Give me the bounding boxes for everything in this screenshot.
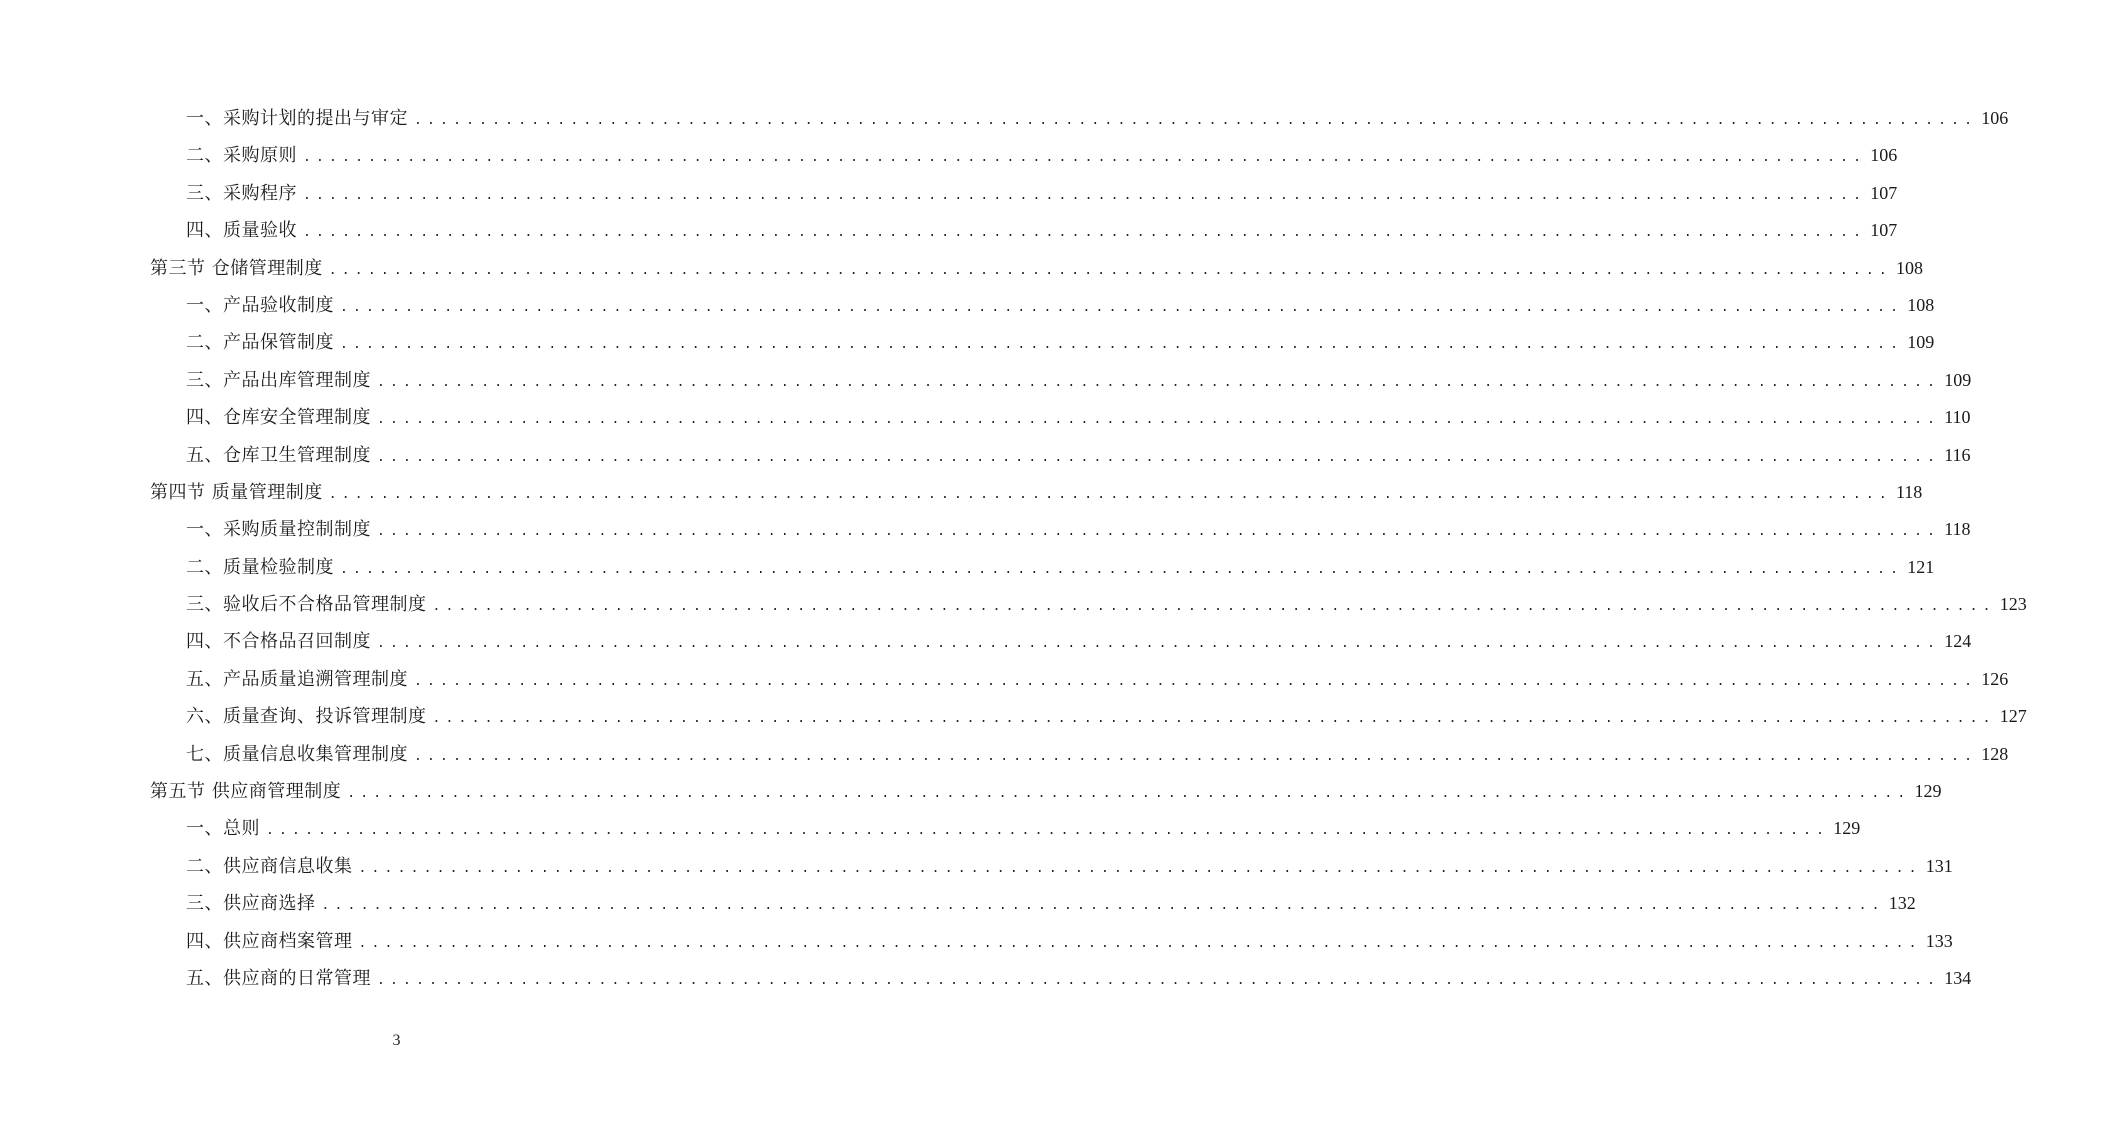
toc-subsection-entry[interactable]	[0, 960, 1972, 997]
dot-leader: ........................................................................................................................	[377, 449, 1941, 465]
toc-page-number: 109	[1944, 369, 1972, 390]
toc-subsection-entry[interactable]	[0, 362, 1972, 399]
dot-leader: ........................................................................................................................	[303, 225, 1867, 241]
toc-subsection-entry[interactable]	[0, 623, 1972, 660]
toc-subsection-entry[interactable]	[0, 100, 2009, 137]
dot-leader: ........................................................................................................................	[340, 337, 1904, 353]
toc-page-number: 108	[1907, 294, 1935, 315]
toc-page-number: 116	[1944, 444, 1971, 465]
toc-subsection-entry[interactable]	[0, 212, 1898, 249]
dot-leader: ........................................................................................................................	[414, 673, 1978, 689]
dot-leader: ........................................................................................................................	[303, 150, 1867, 166]
toc-page-number: 118	[1895, 481, 1923, 502]
toc-subsection-entry[interactable]	[0, 923, 1953, 960]
dot-leader: ........................................................................................................................	[340, 561, 1904, 577]
table-of-contents	[0, 100, 2027, 997]
toc-entry-title: 第三节 仓储管理制度	[150, 257, 323, 279]
toc-entry-title: 三、产品出库管理制度	[186, 369, 371, 391]
toc-page-number: 128	[1981, 743, 2009, 764]
dot-leader: ........................................................................................................................	[414, 748, 1978, 764]
dot-leader: ........................................................................................................................	[328, 486, 1892, 502]
toc-subsection-entry[interactable]	[0, 511, 1971, 548]
toc-page-number: 109	[1907, 332, 1935, 353]
toc-entry-title: 二、质量检验制度	[186, 556, 334, 578]
toc-entry-title: 六、质量查询、投诉管理制度	[186, 706, 427, 728]
dot-leader: ........................................................................................................................	[347, 786, 1911, 802]
dot-leader: ........................................................................................................................	[358, 935, 1922, 951]
toc-subsection-entry[interactable]	[0, 137, 1898, 174]
dot-leader: ........................................................................................................................	[377, 972, 1941, 988]
toc-page-number: 127	[1999, 706, 2027, 727]
toc-subsection-entry[interactable]	[0, 698, 2027, 735]
toc-entry-title: 四、仓库安全管理制度	[186, 407, 371, 429]
toc-page-number: 107	[1870, 220, 1898, 241]
toc-section-entry[interactable]	[0, 250, 1923, 287]
toc-subsection-entry[interactable]	[0, 287, 1935, 324]
toc-entry-title: 二、产品保管制度	[186, 332, 334, 354]
toc-page-number: 121	[1907, 556, 1935, 577]
toc-entry-title: 五、仓库卫生管理制度	[186, 444, 371, 466]
toc-entry-title: 一、采购计划的提出与审定	[186, 108, 408, 129]
toc-entry-title: 五、产品质量追溯管理制度	[186, 668, 408, 690]
toc-page-number: 108	[1895, 257, 1923, 278]
toc-entry-title: 一、采购质量控制制度	[186, 519, 371, 541]
toc-page-number: 124	[1944, 631, 1972, 652]
dot-leader: ........................................................................................................................	[432, 599, 1996, 615]
toc-entry-title: 三、验收后不合格品管理制度	[186, 594, 427, 616]
toc-entry-title: 四、供应商档案管理	[186, 930, 353, 952]
toc-entry-title: 五、供应商的日常管理	[186, 967, 371, 989]
dot-leader: ........................................................................................................................	[377, 374, 1941, 390]
dot-leader: ........................................................................................................................	[328, 262, 1892, 278]
toc-page-number: 129	[1914, 781, 1942, 802]
toc-page-number: 134	[1944, 967, 1972, 988]
toc-subsection-entry[interactable]	[0, 848, 1953, 885]
toc-page-number: 133	[1925, 930, 1953, 951]
toc-entry-title: 四、不合格品召回制度	[186, 631, 371, 653]
dot-leader: ........................................................................................................................	[377, 524, 1941, 540]
toc-entry-title: 三、采购程序	[186, 182, 297, 204]
dot-leader: ........................................................................................................................	[266, 823, 1830, 839]
toc-subsection-entry[interactable]	[0, 324, 1935, 361]
toc-page-number: 118	[1944, 519, 1971, 540]
dot-leader: ........................................................................................................................	[321, 898, 1885, 914]
toc-entry-title: 一、产品验收制度	[186, 294, 334, 316]
toc-page-number: 123	[1999, 594, 2027, 615]
toc-subsection-entry[interactable]	[0, 549, 1935, 586]
toc-subsection-entry[interactable]	[0, 175, 1898, 212]
page-number: 3	[392, 1032, 401, 1049]
toc-page-number: 126	[1981, 668, 2009, 689]
toc-page-number: 132	[1888, 893, 1916, 914]
dot-leader: ........................................................................................................................	[358, 860, 1922, 876]
toc-entry-title: 二、采购原则	[186, 145, 297, 167]
dot-leader: ........................................................................................................................	[340, 299, 1904, 315]
toc-entry-title: 一、总则	[186, 818, 260, 840]
toc-page-number: 110	[1944, 407, 1971, 428]
toc-section-entry[interactable]	[0, 474, 1923, 511]
dot-leader: ........................................................................................................................	[303, 187, 1867, 203]
toc-subsection-entry[interactable]	[0, 399, 1971, 436]
toc-entry-title: 四、质量验收	[186, 220, 297, 242]
toc-subsection-entry[interactable]	[0, 661, 2009, 698]
toc-entry-title: 第五节 供应商管理制度	[150, 781, 342, 803]
toc-entry-title: 二、供应商信息收集	[186, 855, 353, 877]
toc-entry-title: 七、质量信息收集管理制度	[186, 743, 408, 765]
toc-subsection-entry[interactable]	[0, 586, 2027, 623]
dot-leader: ........................................................................................................................	[377, 636, 1941, 652]
dot-leader: ........................................................................................................................	[432, 711, 1996, 727]
toc-page-number: 131	[1925, 855, 1953, 876]
toc-page-number: 129	[1833, 818, 1861, 839]
toc-entry-title: 三、供应商选择	[186, 893, 316, 915]
toc-page-number: 107	[1870, 182, 1898, 203]
dot-leader: ........................................................................................................................	[377, 412, 1941, 428]
toc-page-number: 106	[1870, 145, 1898, 166]
toc-section-entry[interactable]	[0, 773, 1942, 810]
toc-page-number: 106	[1981, 108, 2009, 128]
toc-subsection-entry[interactable]	[0, 885, 1916, 922]
dot-leader: ........................................................................................................................	[414, 113, 1978, 128]
toc-subsection-entry[interactable]	[0, 736, 2009, 773]
toc-subsection-entry[interactable]	[0, 437, 1971, 474]
toc-entry-title: 第四节 质量管理制度	[150, 481, 323, 503]
toc-subsection-entry[interactable]	[0, 810, 1861, 847]
